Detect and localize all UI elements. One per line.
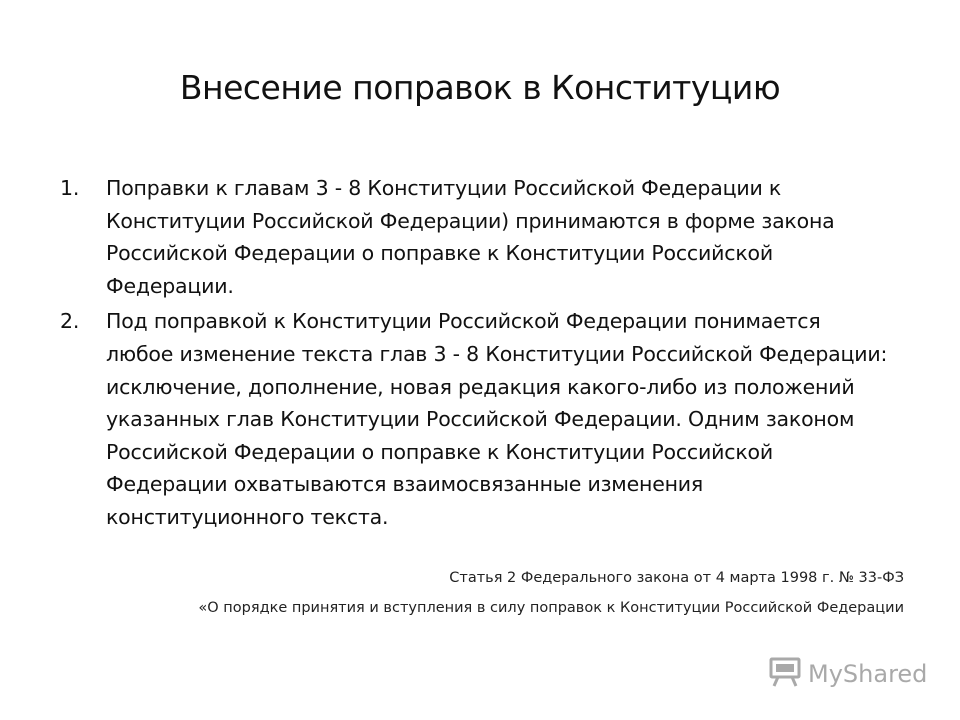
watermark-text: MyShared: [808, 660, 928, 688]
source-line-1: Статья 2 Федерального закона от 4 марта 1998 г. № 33-ФЗ: [449, 570, 904, 586]
slide-title: Внесение поправок в Конституцию: [179, 68, 781, 107]
list-item: [60, 305, 890, 533]
list-item: [60, 172, 890, 302]
list-item-text: Поправки к главам 3 - 8 Конституции Российской Федерации к Конституции Российской Федерации) принимаются в форме закона Российской Федерации о поправке к Конституции Российской Федерации.: [106, 176, 835, 298]
source-line-2: «О порядке принятия и вступления в силу поправок к Конституции Российской Федерации: [198, 600, 904, 616]
list-item-text: Под поправкой к Конституции Российской Федерации понимается любое изменение текста глав 3 - 8 Конституции Российской Федерации: исключение, дополнение, новая редакция какого-либо из положений указанных глав Конституции Российской Федерации. Одним законом Российской Федерации о поправке к Конституции Российской Федерации охватываются взаимосвязанные изменения конституционного текста.: [106, 309, 888, 529]
source-citation: [198, 563, 904, 623]
presentation-board-icon: [768, 657, 802, 691]
list-item-number: 1.: [60, 176, 80, 200]
watermark-logo: [768, 656, 928, 692]
list-item-number: 2.: [60, 309, 80, 334]
numbered-list: [60, 172, 890, 537]
